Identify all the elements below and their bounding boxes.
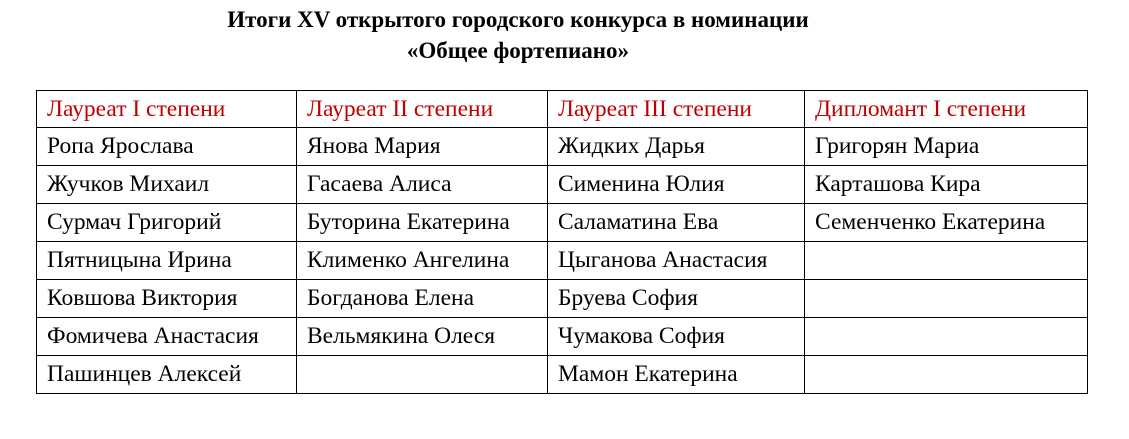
table-cell: Сурмач Григорий	[37, 204, 297, 242]
table-cell: Жидких Дарья	[548, 128, 805, 166]
results-table	[36, 90, 1088, 394]
table-cell: Пашинцев Алексей	[37, 356, 297, 394]
table-cell	[805, 280, 1088, 318]
table-row	[37, 242, 1088, 280]
header-laureate-1: Лауреат I степени	[37, 91, 297, 128]
table-cell: Карташова Кира	[805, 166, 1088, 204]
table-cell: Цыганова Анастасия	[548, 242, 805, 280]
table-cell: Богданова Елена	[297, 280, 548, 318]
table-cell: Пятницына Ирина	[37, 242, 297, 280]
table-cell: Ковшова Виктория	[37, 280, 297, 318]
table-cell: Бруева София	[548, 280, 805, 318]
table-cell: Григорян Мариа	[805, 128, 1088, 166]
table-cell: Семенченко Екатерина	[805, 204, 1088, 242]
table-cell: Саламатина Ева	[548, 204, 805, 242]
table-cell: Фомичева Анастасия	[37, 318, 297, 356]
title-line-2: «Общее фортепиано»	[406, 38, 630, 63]
table-cell: Вельмякина Олеся	[297, 318, 548, 356]
table-cell: Чумакова София	[548, 318, 805, 356]
table-row	[37, 356, 1088, 394]
header-diploma-1: Дипломант I степени	[805, 91, 1088, 128]
table-cell: Жучков Михаил	[37, 166, 297, 204]
table-cell	[805, 356, 1088, 394]
table-row	[37, 166, 1088, 204]
header-laureate-3: Лауреат III степени	[548, 91, 805, 128]
table-row	[37, 318, 1088, 356]
document-title	[0, 4, 1036, 66]
table-cell: Буторина Екатерина	[297, 204, 548, 242]
table-cell	[805, 242, 1088, 280]
table-cell: Сименина Юлия	[548, 166, 805, 204]
table-cell	[805, 318, 1088, 356]
header-laureate-2: Лауреат II степени	[297, 91, 548, 128]
table-row	[37, 280, 1088, 318]
title-line-1: Итоги XV открытого городского конкурса в номинации	[227, 7, 809, 32]
table-cell: Янова Мария	[297, 128, 548, 166]
table-cell: Мамон Екатерина	[548, 356, 805, 394]
table-cell	[297, 356, 548, 394]
table-row	[37, 128, 1088, 166]
table-cell: Гасаева Алиса	[297, 166, 548, 204]
table-cell: Клименко Ангелина	[297, 242, 548, 280]
header-row	[37, 91, 1088, 128]
table-cell: Ропа Ярослава	[37, 128, 297, 166]
table-row	[37, 204, 1088, 242]
